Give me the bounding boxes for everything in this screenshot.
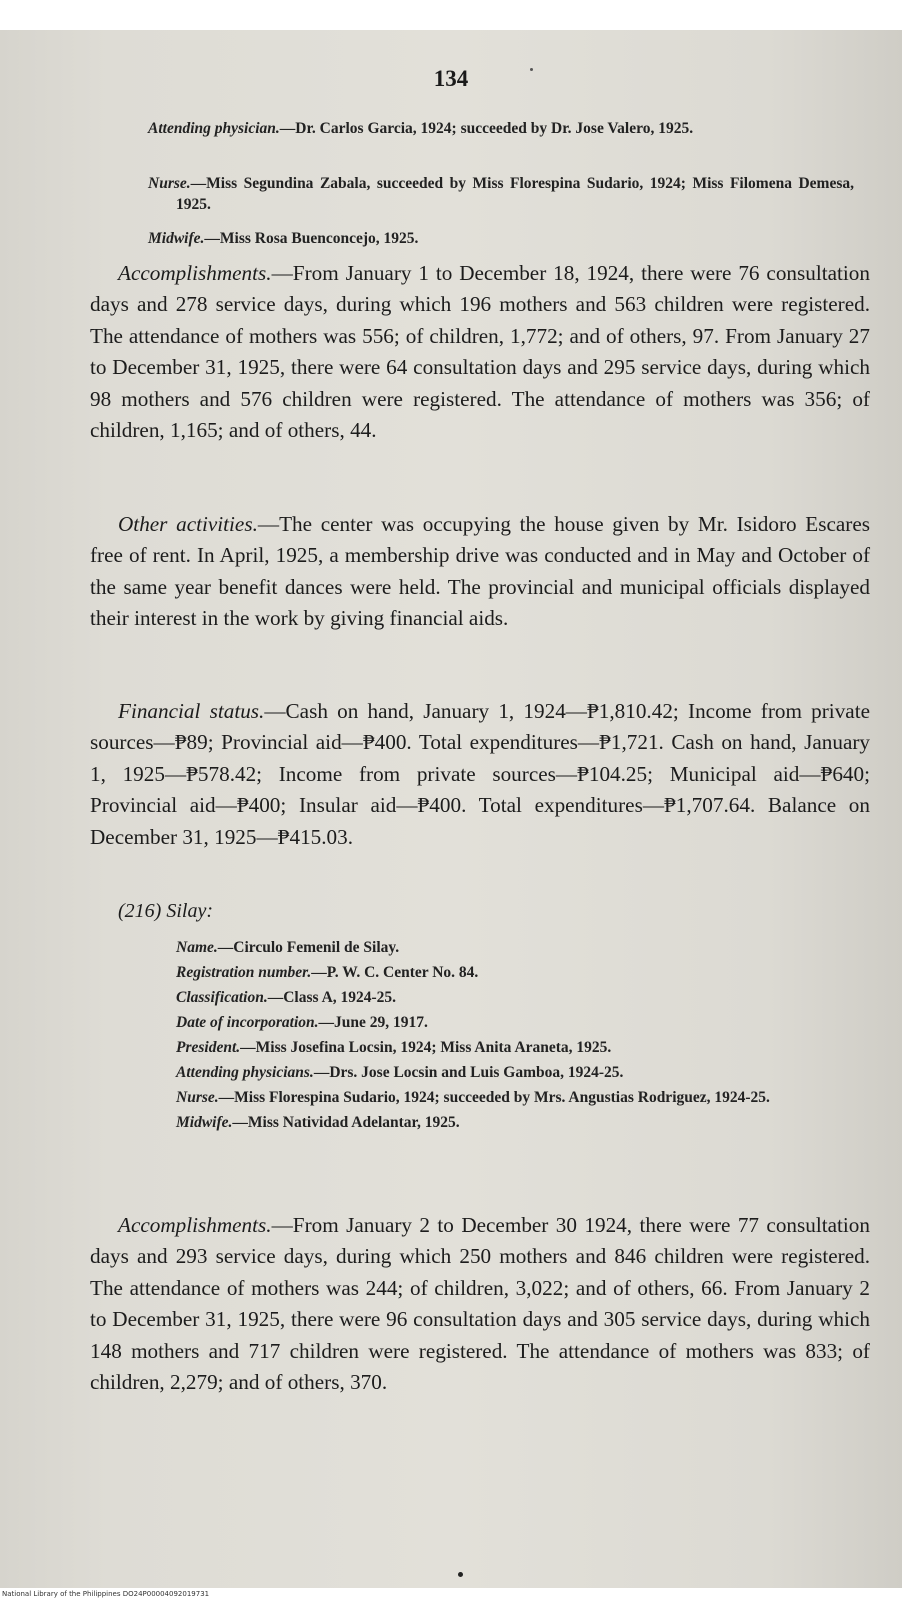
entry-label: President. bbox=[176, 1039, 241, 1056]
paragraph-text: —From January 1 to December 18, 1924, there were 76 consultation days and 278 service days, during which 196 mothers and 563 children were registered. The attendance of mothers was 556; of children, 1,772; and of others, 97. From January 27 to December 31, 1925, there were 64 consultation days and 295 service days, during which 98 mothers and 576 children were registered. The attendance of mothers was 356; of children, 1,165; and of others, 44. bbox=[90, 261, 870, 443]
ink-speck bbox=[530, 68, 533, 71]
entry-text: —June 29, 1917. bbox=[318, 1014, 428, 1031]
entry-text: —Drs. Jose Locsin and Luis Gamboa, 1924-25. bbox=[313, 1064, 624, 1081]
footer-credit: National Library of the Philippines DO24P00004092019731 bbox=[2, 1590, 210, 1598]
paragraph-label: Accomplishments. bbox=[118, 261, 272, 285]
entry-text: —Miss Florespina Sudario, 1924; succeeded by Mrs. Angustias Rodriguez, 1924-25. bbox=[218, 1089, 770, 1106]
ink-speck bbox=[458, 1572, 463, 1577]
entry-midwife bbox=[176, 1112, 880, 1133]
entry-text: —Miss Natividad Adelantar, 1925. bbox=[232, 1114, 460, 1131]
paragraph-text: —The center was occupying the house given by Mr. Isidoro Escares free of rent. In April, 1925, a membership drive was conducted and in May and October of the same year benefit dances were held. The provincial and municipal officials displayed their interest in the work by giving financial aids. bbox=[90, 512, 870, 631]
paragraph-label: Financial status. bbox=[118, 699, 265, 723]
entry-text: —Miss Segundina Zabala, succeeded by Miss Florespina Sudario, 1924; Miss Filomena Demesa, 1925. bbox=[176, 175, 854, 213]
top-margin bbox=[0, 0, 902, 30]
entry-classification bbox=[176, 987, 880, 1008]
entry-text: —Circulo Femenil de Silay. bbox=[217, 939, 400, 956]
paragraph-financial-status bbox=[90, 696, 870, 853]
entry-text: —Miss Josefina Locsin, 1924; Miss Anita Araneta, 1925. bbox=[240, 1039, 612, 1056]
entry-label: Nurse. bbox=[148, 175, 191, 192]
entry-label: Attending physicians. bbox=[176, 1064, 314, 1081]
section-number: (216) bbox=[118, 900, 162, 922]
section-name: Silay: bbox=[166, 900, 213, 922]
entry-text: —Class A, 1924-25. bbox=[267, 989, 397, 1006]
entry-text: —Dr. Carlos Garcia, 1924; succeeded by Dr. Jose Valero, 1925. bbox=[279, 120, 694, 137]
paragraph-label: Other activities. bbox=[118, 512, 258, 536]
entry-nurse bbox=[148, 173, 854, 215]
paragraph-accomplishments-1 bbox=[90, 258, 870, 446]
scanned-page bbox=[0, 30, 902, 1588]
entry-attending-physicians bbox=[176, 1062, 880, 1083]
paragraph-other-activities bbox=[90, 509, 870, 635]
entry-president bbox=[176, 1037, 880, 1058]
entry-nurse bbox=[176, 1087, 880, 1108]
entry-label: Registration number. bbox=[176, 964, 312, 981]
entry-date-of-incorporation bbox=[176, 1012, 880, 1033]
entry-label: Date of incorporation. bbox=[176, 1014, 319, 1031]
entry-label: Classification. bbox=[176, 989, 268, 1006]
paragraph-text: —From January 2 to December 30 1924, there were 77 consultation days and 293 service days, during which 250 mothers and 846 children were registered. The attendance of mothers was 244; of children, 3,022; and of others, 66. From January 2 to December 31, 1925, there were 96 consultation days and 305 service days, during which 148 mothers and 717 children were registered. The attendance of mothers was 833; of children, 2,279; and of others, 370. bbox=[90, 1213, 870, 1395]
entry-text: —Miss Rosa Buenconcejo, 1925. bbox=[204, 230, 419, 247]
section-heading bbox=[118, 900, 213, 923]
silay-details bbox=[176, 937, 856, 1133]
paragraph-text: —Cash on hand, January 1, 1924—₱1,810.42; Income from private sources—₱89; Provincial aid—₱400. Total expenditures—₱1,721. Cash on hand, January 1, 1925—₱578.42; Income from private sources—₱104.25; Municipal aid—₱640; Provincial aid—₱400; Insular aid—₱400. Total expenditures—₱1,707.64. Balance on December 31, 1925—₱415.03. bbox=[90, 699, 870, 849]
page-number: 134 bbox=[433, 66, 469, 91]
entry-label: Midwife. bbox=[148, 230, 205, 247]
entry-label: Name. bbox=[176, 939, 218, 956]
entry-name bbox=[176, 937, 880, 958]
entry-label: Nurse. bbox=[176, 1089, 219, 1106]
entry-text: —P. W. C. Center No. 84. bbox=[311, 964, 479, 981]
entry-label: Attending physician. bbox=[148, 120, 280, 137]
entry-label: Midwife. bbox=[176, 1114, 233, 1131]
paragraph-accomplishments-2 bbox=[90, 1210, 870, 1398]
entry-registration-number bbox=[176, 962, 880, 983]
paragraph-label: Accomplishments. bbox=[118, 1213, 272, 1237]
entry-midwife bbox=[148, 228, 854, 249]
entry-attending-physician bbox=[148, 118, 854, 139]
